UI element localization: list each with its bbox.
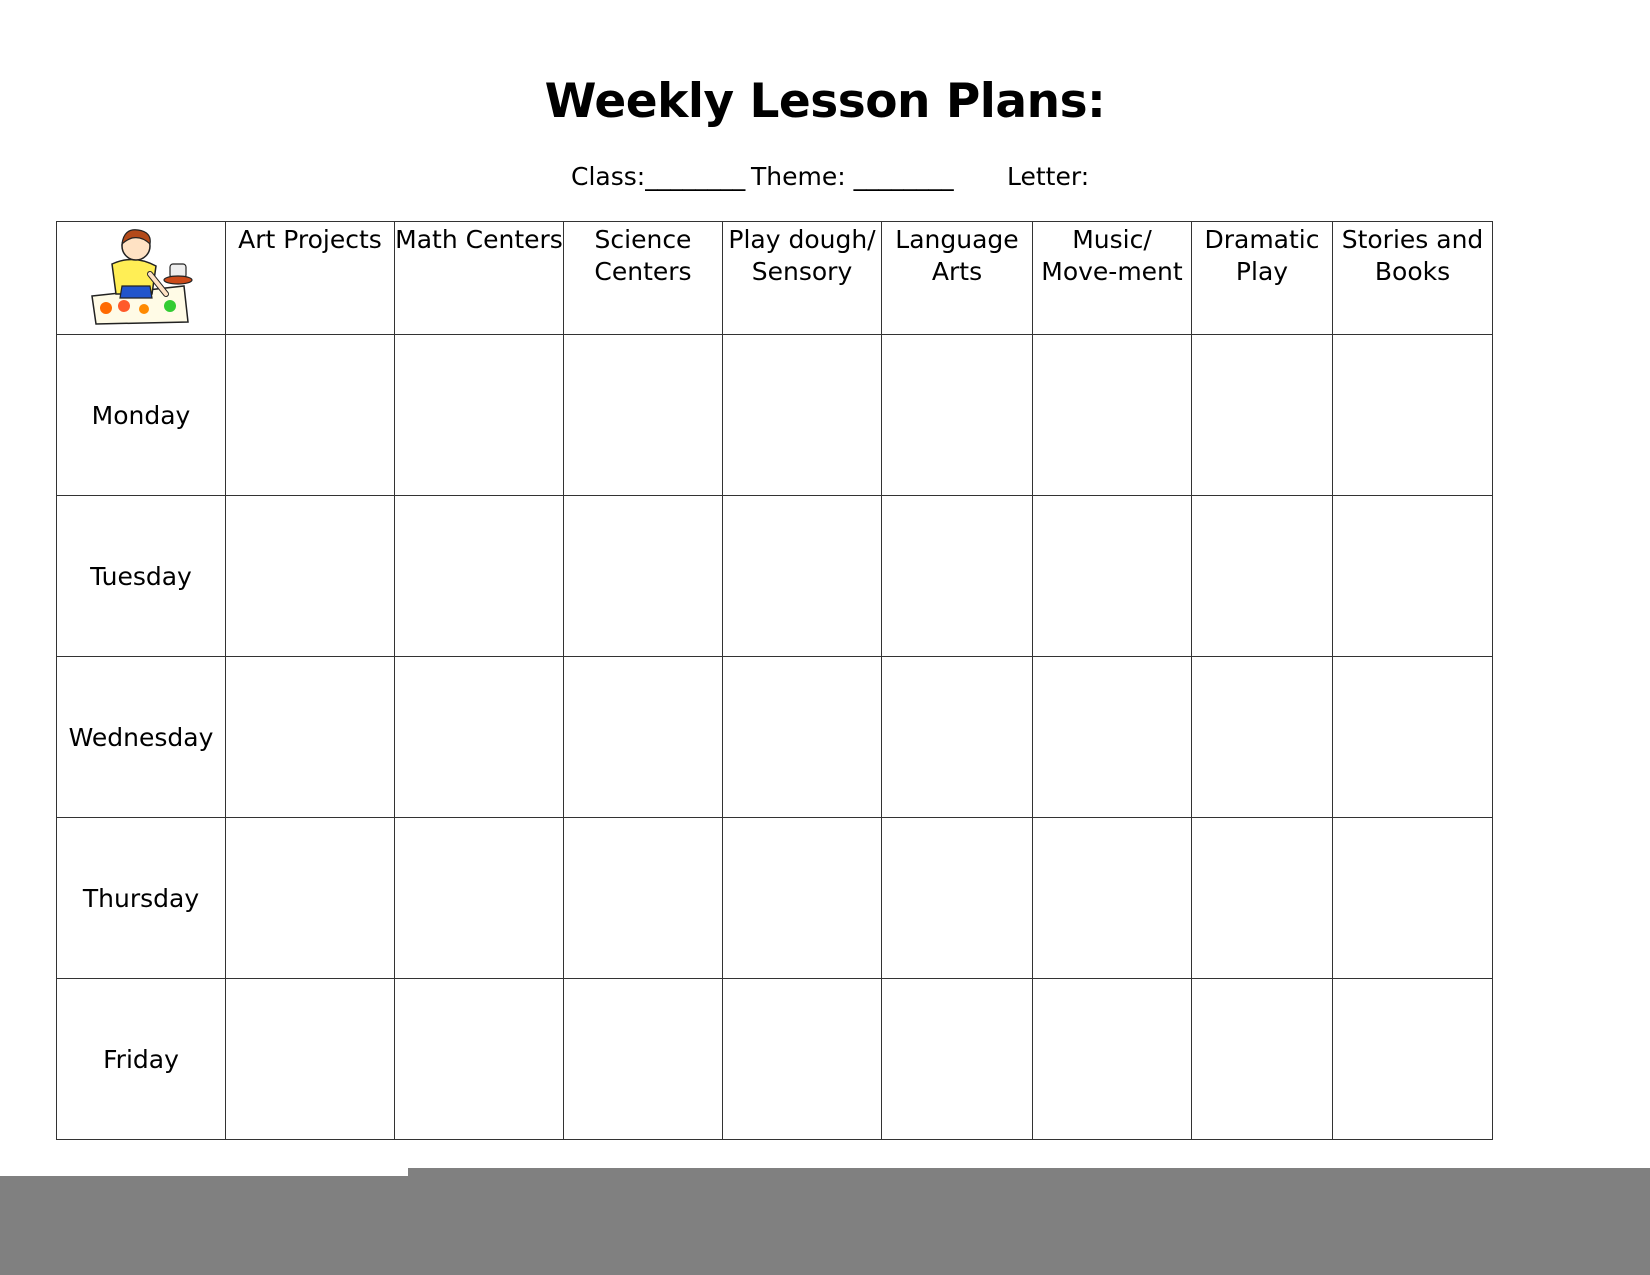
- plan-cell[interactable]: [226, 818, 395, 979]
- table-row: [57, 657, 1493, 818]
- col-art-projects: Art Projects: [226, 222, 395, 335]
- footer-bar-right: [408, 1168, 1650, 1275]
- class-field: Class:________: [571, 162, 746, 191]
- plan-cell[interactable]: [882, 657, 1033, 818]
- plan-cell[interactable]: [395, 335, 564, 496]
- plan-cell[interactable]: [1333, 818, 1493, 979]
- plan-cell[interactable]: [564, 657, 723, 818]
- table-row: [57, 818, 1493, 979]
- day-label: Friday: [57, 979, 226, 1140]
- plan-cell[interactable]: [1192, 657, 1333, 818]
- plan-cell[interactable]: [226, 335, 395, 496]
- plan-cell[interactable]: [564, 496, 723, 657]
- plan-cell[interactable]: [1033, 496, 1192, 657]
- plan-cell[interactable]: [226, 657, 395, 818]
- child-painting-illustration: [86, 224, 196, 326]
- plan-cell[interactable]: [1033, 979, 1192, 1140]
- day-label: Tuesday: [57, 496, 226, 657]
- header-row: [57, 222, 1493, 335]
- plan-cell[interactable]: [1333, 979, 1493, 1140]
- plan-cell[interactable]: [395, 979, 564, 1140]
- plan-cell[interactable]: [395, 496, 564, 657]
- table-row: [57, 496, 1493, 657]
- day-label: Thursday: [57, 818, 226, 979]
- col-music-movement: Music/ Move-ment: [1033, 222, 1192, 335]
- footer-bar-left: [0, 1176, 408, 1275]
- plan-cell[interactable]: [564, 335, 723, 496]
- plan-cell[interactable]: [882, 496, 1033, 657]
- letter-field: Letter:: [1007, 162, 1090, 191]
- plan-cell[interactable]: [1033, 657, 1192, 818]
- plan-cell[interactable]: [226, 979, 395, 1140]
- col-language-arts: Language Arts: [882, 222, 1033, 335]
- plan-cell[interactable]: [882, 335, 1033, 496]
- plan-cell[interactable]: [723, 496, 882, 657]
- plan-cell[interactable]: [395, 657, 564, 818]
- page-title: Weekly Lesson Plans:: [544, 74, 1106, 129]
- theme-field: Theme: ________: [751, 162, 954, 191]
- col-science-centers: Science Centers: [564, 222, 723, 335]
- col-math-centers: Math Centers: [395, 222, 564, 335]
- plan-cell[interactable]: [1333, 657, 1493, 818]
- lesson-plan-table: [56, 221, 1493, 1140]
- plan-cell[interactable]: [1333, 335, 1493, 496]
- table-row: [57, 335, 1493, 496]
- col-stories-and-books: Stories and Books: [1333, 222, 1493, 335]
- plan-cell[interactable]: [1192, 818, 1333, 979]
- plan-cell[interactable]: [226, 496, 395, 657]
- plan-cell[interactable]: [723, 979, 882, 1140]
- plan-cell[interactable]: [1033, 335, 1192, 496]
- day-label: Monday: [57, 335, 226, 496]
- col-play-dough-sensory: Play dough/ Sensory: [723, 222, 882, 335]
- child-painting-icon: [57, 222, 226, 335]
- plan-cell[interactable]: [1333, 496, 1493, 657]
- table-row: [57, 979, 1493, 1140]
- plan-cell[interactable]: [723, 818, 882, 979]
- plan-cell[interactable]: [564, 979, 723, 1140]
- plan-cell[interactable]: [1192, 979, 1333, 1140]
- plan-cell[interactable]: [1192, 335, 1333, 496]
- plan-cell[interactable]: [723, 657, 882, 818]
- plan-cell[interactable]: [882, 979, 1033, 1140]
- plan-cell[interactable]: [723, 335, 882, 496]
- plan-cell[interactable]: [882, 818, 1033, 979]
- day-label: Wednesday: [57, 657, 226, 818]
- header-fields: [0, 162, 1650, 198]
- plan-cell[interactable]: [395, 818, 564, 979]
- plan-cell[interactable]: [564, 818, 723, 979]
- plan-cell[interactable]: [1192, 496, 1333, 657]
- plan-cell[interactable]: [1033, 818, 1192, 979]
- col-dramatic-play: Dramatic Play: [1192, 222, 1333, 335]
